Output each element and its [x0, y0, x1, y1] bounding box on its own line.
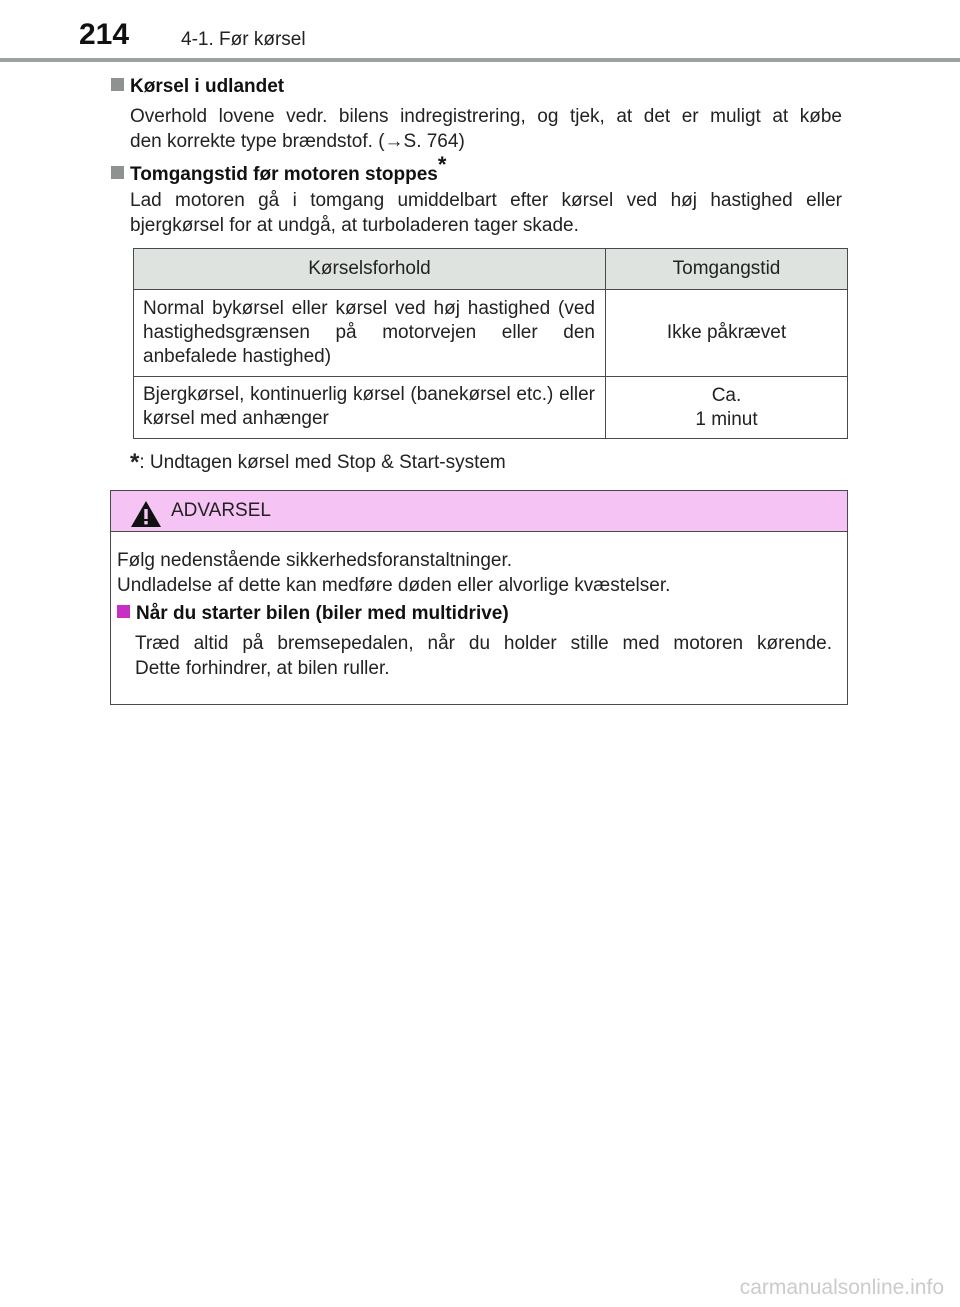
table-row — [134, 290, 848, 377]
idle-time-table — [133, 248, 848, 439]
watermark: carmanualsonline.info — [739, 1276, 944, 1299]
footnote-asterisk: * — [130, 449, 140, 476]
table-cell-condition: Bjergkørsel, kontinuerlig kørsel (banekørsel etc.) eller kørsel med anhænger — [134, 377, 606, 439]
footnote: *: Undtagen kørsel med Stop & Start-system — [130, 449, 506, 476]
square-bullet-icon — [117, 605, 130, 618]
table-cell-idle-time: Ca. 1 minut — [606, 377, 848, 439]
warning-title: ADVARSEL — [171, 500, 271, 521]
page-header — [0, 0, 960, 64]
page-number: 214 — [79, 18, 130, 51]
warning-subheading: Når du starter bilen (biler med multidrive) — [117, 603, 509, 625]
section-text-abroad: Overhold lovene vedr. bilens indregistrering, og tjek, at det er muligt at købe den korrekte type brændstof. (→S. 764) — [130, 106, 842, 152]
warning-header — [111, 491, 847, 532]
warning-triangle-icon — [130, 500, 162, 528]
table-header-row — [134, 249, 848, 290]
square-bullet-icon — [111, 166, 124, 179]
warning-intro-line: Følg nedenstående sikkerhedsforanstaltninger. — [117, 550, 513, 571]
section-heading-idle: Tomgangstid før motoren stoppes* — [111, 160, 446, 186]
table-row — [134, 377, 848, 439]
chapter-title: 4-1. Før kørsel — [181, 29, 306, 50]
header-divider — [0, 58, 960, 62]
column-header-idle-time: Tomgangstid — [606, 249, 848, 290]
square-bullet-icon — [111, 78, 124, 91]
table-cell-condition: Normal bykørsel eller kørsel ved høj hastighed (ved hastighedsgrænsen på motorvejen eller den anbefalede hastighed) — [134, 290, 606, 377]
section-heading-abroad: Kørsel i udlandet — [111, 76, 284, 98]
warning-body: Træd altid på bremsepedalen, når du holder stille med motoren kørende. Dette forhindrer, at bilen ruller. — [135, 633, 832, 679]
section-text-idle: Lad motoren gå i tomgang umiddelbart efter kørsel ved høj hastighed eller bjergkørsel for at undgå, at turboladeren tager skade. — [130, 190, 842, 236]
warning-box — [110, 490, 848, 705]
warning-intro-line: Undladelse af dette kan medføre døden eller alvorlige kvæstelser. — [117, 575, 671, 596]
table-cell-idle-time: Ikke påkrævet — [606, 290, 848, 377]
column-header-condition: Kørselsforhold — [134, 249, 606, 290]
footnote-asterisk: * — [437, 152, 447, 177]
